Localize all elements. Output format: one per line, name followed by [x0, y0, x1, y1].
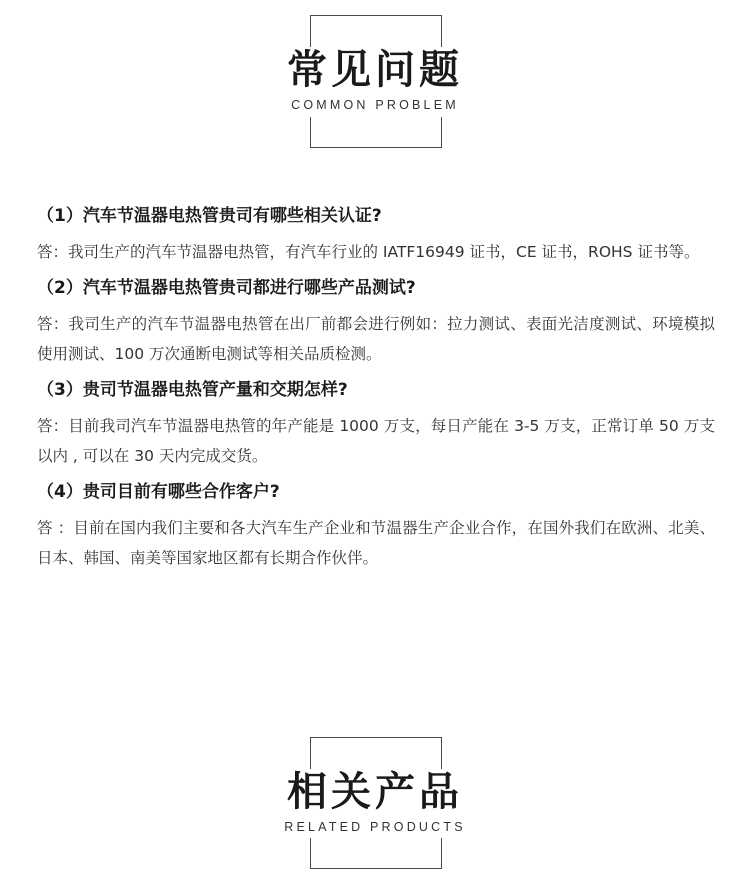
faq-answer: 答：我司生产的汽车节温器电热管在出厂前都会进行例如：拉力测试、表面光洁度测试、环境模拟使用测试、100 万次通断电测试等相关品质检测。	[37, 315, 715, 363]
faq-answer: 答：我司生产的汽车节温器电热管，有汽车行业的 IATF16949 证书，CE 证书，ROHS 证书等。	[37, 243, 700, 261]
faq-question: （2）汽车节温器电热管贵司都进行哪些产品测试?	[37, 278, 416, 298]
faq-subtitle: COMMON PROBLEM	[0, 97, 750, 113]
faq-item	[37, 203, 715, 267]
faq-answer: 答：目前我司汽车节温器电热管的年产能是 1000 万支，每日产能在 3-5 万支，正常订单 50 万支以内 , 可以在 30 天内完成交货。	[37, 417, 715, 465]
faq-item	[37, 377, 715, 471]
faq-question: （1）汽车节温器电热管贵司有哪些相关认证?	[37, 206, 382, 226]
faq-answer: 答 ：目前在国内我们主要和各大汽车生产企业和节温器生产企业合作，在国外我们在欧洲、北美、日本、韩国、南美等国家地区都有长期合作伙伴。	[37, 519, 715, 567]
faq-list	[37, 203, 715, 581]
faq-title: 常见问题	[0, 48, 750, 92]
faq-item	[37, 479, 715, 573]
products-title: 相关产品	[0, 770, 750, 814]
header-frame-bottom	[310, 117, 442, 148]
header-frame-bottom	[310, 838, 442, 869]
faq-question: （3）贵司节温器电热管产量和交期怎样?	[37, 380, 348, 400]
faq-item	[37, 275, 715, 369]
products-subtitle: RELATED PRODUCTS	[0, 819, 750, 835]
faq-question: （4）贵司目前有哪些合作客户?	[37, 482, 280, 502]
